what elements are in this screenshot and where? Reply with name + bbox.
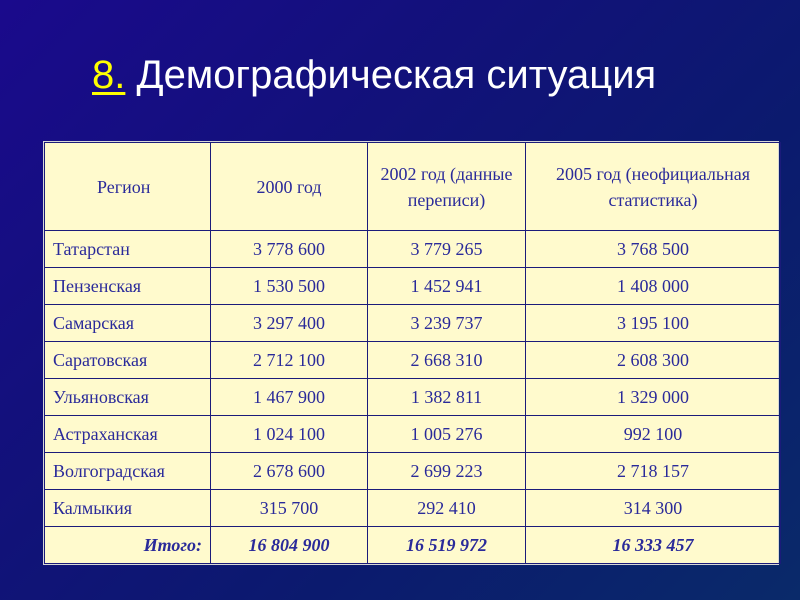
cell-2002: 3 239 737 (368, 305, 526, 342)
cell-2002: 292 410 (368, 490, 526, 527)
population-table (43, 141, 779, 565)
cell-region: Самарская (45, 305, 211, 342)
title-text: Демографическая ситуация (125, 53, 657, 97)
header-region: Регион (45, 143, 211, 231)
cell-region: Саратовская (45, 342, 211, 379)
title-number: 8. (92, 53, 126, 97)
cell-region: Ульяновская (45, 379, 211, 416)
cell-2005: 1 408 000 (526, 268, 781, 305)
total-label: Итого: (45, 527, 211, 564)
cell-region: Калмыкия (45, 490, 211, 527)
cell-2002: 2 699 223 (368, 453, 526, 490)
table-row (45, 342, 781, 379)
header-2005: 2005 год (неофициальная статистика) (526, 143, 781, 231)
cell-2002: 1 452 941 (368, 268, 526, 305)
cell-2000: 1 530 500 (211, 268, 368, 305)
cell-2005: 3 195 100 (526, 305, 781, 342)
cell-2000: 3 778 600 (211, 231, 368, 268)
cell-2005: 1 329 000 (526, 379, 781, 416)
total-2002: 16 519 972 (368, 527, 526, 564)
table-row (45, 490, 781, 527)
cell-2005: 992 100 (526, 416, 781, 453)
cell-region: Волгоградская (45, 453, 211, 490)
cell-2000: 1 467 900 (211, 379, 368, 416)
cell-2005: 2 608 300 (526, 342, 781, 379)
cell-region: Пензенская (45, 268, 211, 305)
total-2005: 16 333 457 (526, 527, 781, 564)
total-row (45, 527, 781, 564)
cell-2002: 1 382 811 (368, 379, 526, 416)
cell-2000: 315 700 (211, 490, 368, 527)
table-row (45, 231, 781, 268)
cell-2000: 2 712 100 (211, 342, 368, 379)
table-row (45, 416, 781, 453)
table-header-row (45, 143, 781, 231)
cell-2002: 1 005 276 (368, 416, 526, 453)
cell-2000: 3 297 400 (211, 305, 368, 342)
table-row (45, 379, 781, 416)
cell-2002: 2 668 310 (368, 342, 526, 379)
table-row (45, 268, 781, 305)
cell-2000: 1 024 100 (211, 416, 368, 453)
table-row (45, 305, 781, 342)
total-2000: 16 804 900 (211, 527, 368, 564)
cell-2005: 314 300 (526, 490, 781, 527)
cell-2002: 3 779 265 (368, 231, 526, 268)
header-2000: 2000 год (211, 143, 368, 231)
slide-title (92, 48, 656, 102)
header-2002: 2002 год (данные переписи) (368, 143, 526, 231)
cell-2005: 2 718 157 (526, 453, 781, 490)
cell-2005: 3 768 500 (526, 231, 781, 268)
cell-region: Астраханская (45, 416, 211, 453)
cell-2000: 2 678 600 (211, 453, 368, 490)
table-row (45, 453, 781, 490)
cell-region: Татарстан (45, 231, 211, 268)
